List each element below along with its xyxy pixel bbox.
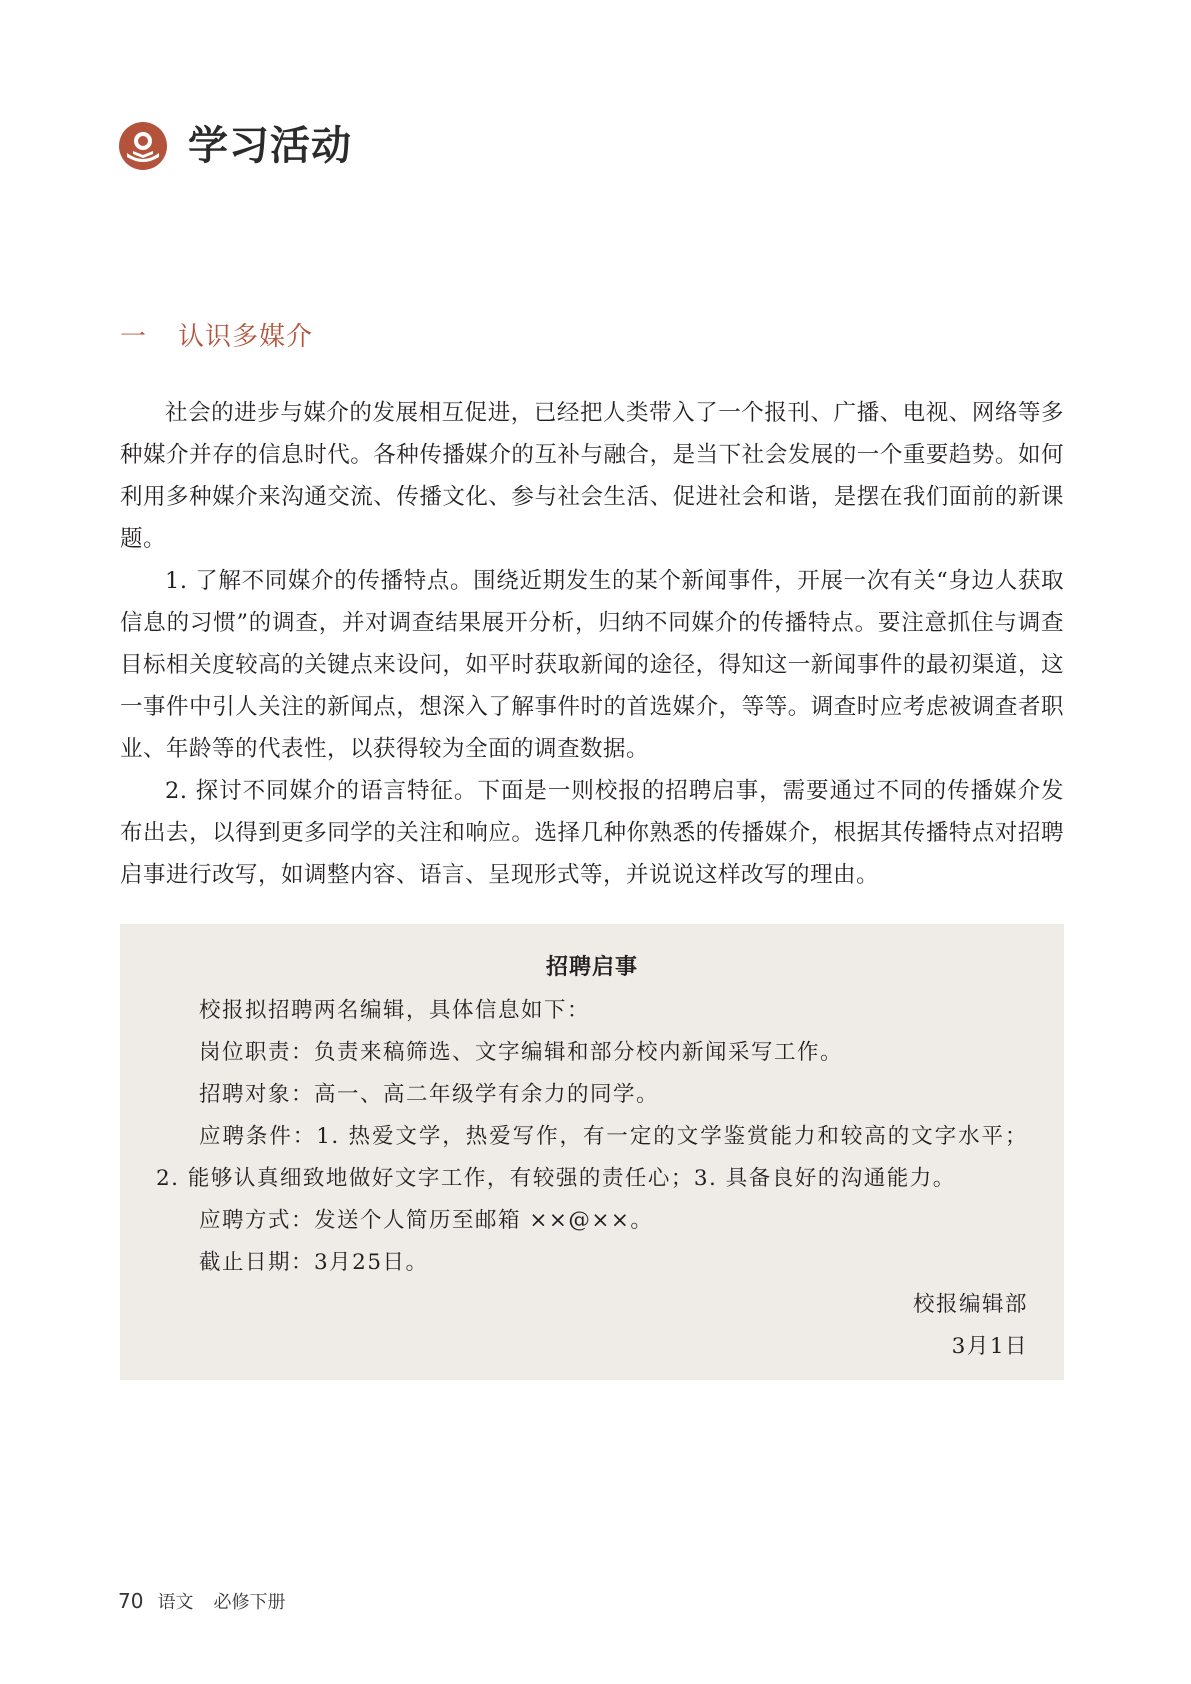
paragraph-task-2: 2. 探讨不同媒介的语言特征。下面是一则校报的招聘启事，需要通过不同的传播媒介发布出去，以得到更多同学的关注和响应。选择几种你熟悉的传播媒介，根据其传播特点对招聘启事进行改写，如调整内容、语言、呈现形式等，并说说这样改写的理由。 (120, 778, 1064, 888)
reader-icon (118, 121, 168, 171)
page-title: 学习活动 (188, 123, 352, 169)
body-text (120, 392, 1064, 896)
footer-volume: 必修下册 (213, 1592, 286, 1613)
notice-line: 应聘方式：发送个人简历至邮箱 ××@××。 (199, 1208, 654, 1233)
page-footer (118, 1588, 285, 1614)
paragraph-task-1: 1. 了解不同媒介的传播特点。围绕近期发生的某个新闻事件，开展一次有关“身边人获取信息的习惯”的调查，并对调查结果展开分析，归纳不同媒介的传播特点。要注意抓住与调查目标相关度较高的关键点来设问，如平时获取新闻的途径，得知这一新闻事件的最初渠道，这一事件中引人关注的新闻点，想深入了解事件时的首选媒介，等等。调查时应考虑被调查者职业、年龄等的代表性，以获得较为全面的调查数据。 (120, 568, 1064, 762)
section-title: 认识多媒介 (178, 321, 314, 352)
recruitment-notice-box (120, 924, 1064, 1380)
section-number: 一 (120, 321, 148, 352)
paragraph-intro: 社会的进步与媒介的发展相互促进，已经把人类带入了一个报刊、广播、电视、网络等多种媒介并存的信息时代。各种传播媒介的互补与融合，是当下社会发展的一个重要趋势。如何利用多种媒介来沟通交流、传播文化、参与社会生活、促进社会和谐，是摆在我们面前的新课题。 (120, 400, 1064, 552)
notice-line: 应聘条件：1. 热爱文学，热爱写作，有一定的文学鉴赏能力和较高的文字水平；2. 能够认真细致地做好文字工作，有较强的责任心；3. 具备良好的沟通能力。 (156, 1124, 1028, 1191)
notice-line: 招聘对象：高一、高二年级学有余力的同学。 (199, 1082, 660, 1107)
activity-header (118, 118, 352, 174)
page-number: 70 (118, 1589, 144, 1613)
notice-line: 岗位职责：负责来稿筛选、文字编辑和部分校内新闻采写工作。 (199, 1040, 844, 1065)
notice-line: 截止日期：3月25日。 (199, 1250, 429, 1275)
notice-title: 招聘启事 (545, 955, 638, 980)
section-heading (120, 314, 313, 354)
notice-signature: 校报编辑部 (912, 1292, 1028, 1317)
notice-date: 3月1日 (951, 1334, 1028, 1359)
footer-subject: 语文 (157, 1592, 194, 1613)
notice-line: 校报拟招聘两名编辑，具体信息如下： (199, 998, 591, 1023)
